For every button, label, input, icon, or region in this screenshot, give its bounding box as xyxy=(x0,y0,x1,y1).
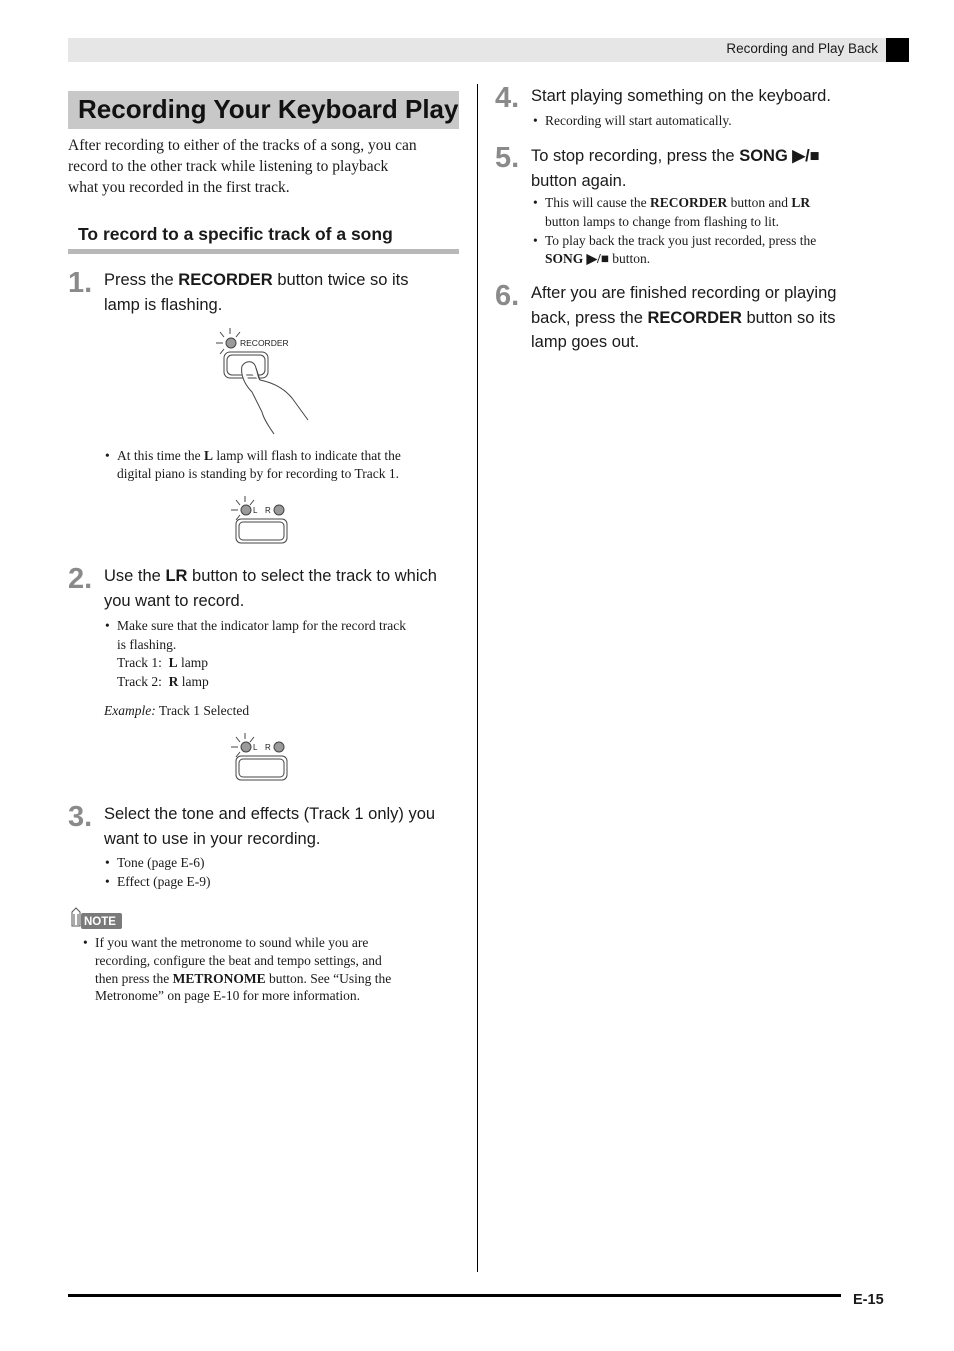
step-3-text: Select the tone and effects (Track 1 only) you want to use in your recording. xyxy=(104,805,436,848)
step-2-text: Use the LR button to select the track to which you want to record. xyxy=(104,567,437,610)
note-icon xyxy=(68,906,124,932)
recorder-label: RECORDER xyxy=(240,338,289,348)
example-caption: Example: Track 1 Selected xyxy=(104,703,250,718)
intro-paragraph xyxy=(68,135,417,198)
intro-line: what you recorded in the first track. xyxy=(68,179,290,196)
svg-text:L: L xyxy=(253,743,258,752)
step-6-text: After you are finished recording or playing back, press the RECORDER button so its lamp goes out. xyxy=(531,284,837,351)
page-number: E-15 xyxy=(853,1292,884,1308)
svg-text:R: R xyxy=(265,506,271,515)
step-1-text: Press the RECORDER button twice so its lamp is flashing. xyxy=(104,271,409,314)
step-5-text: To stop recording, press the SONG ▶/■ button again. xyxy=(531,147,820,190)
lr-button-illustration-example xyxy=(228,731,292,783)
step-number: 5. xyxy=(495,142,520,174)
intro-line: record to the other track while listening to playback xyxy=(68,158,389,175)
section-name: Recording and Play Back xyxy=(726,41,878,56)
header-tab-marker xyxy=(886,38,909,62)
footer-rule xyxy=(68,1294,841,1297)
subheading: To record to a specific track of a song xyxy=(78,224,393,244)
page-title: Recording Your Keyboard Play xyxy=(78,94,459,124)
step-number: 4. xyxy=(495,82,520,114)
column-divider xyxy=(477,84,478,1272)
intro-line: After recording to either of the tracks of a song, you can xyxy=(68,137,417,154)
step-4-text: Start playing something on the keyboard. xyxy=(531,87,831,105)
note-badge-label: NOTE xyxy=(84,916,116,928)
recorder-button-illustration xyxy=(212,324,316,436)
svg-text:L: L xyxy=(253,506,258,515)
lr-button-illustration xyxy=(228,494,292,546)
step-number: 6. xyxy=(495,280,520,312)
step-number: 3. xyxy=(68,801,93,833)
svg-text:R: R xyxy=(265,743,271,752)
step-number: 1. xyxy=(68,267,93,299)
step-number: 2. xyxy=(68,563,93,595)
subheading-rule xyxy=(68,249,459,254)
